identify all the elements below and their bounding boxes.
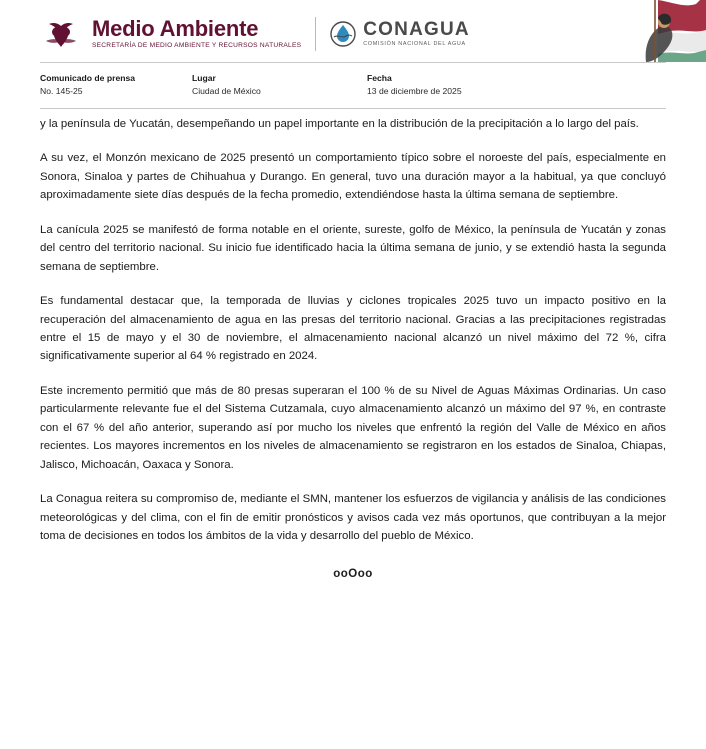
body-paragraph: La canícula 2025 se manifestó de forma notable en el oriente, sureste, golfo de México, la península de Yucatán y zonas del centro del territorio nacional. Su inicio fue identificado hacia la última semana de junio, y se extendió hasta la segunda semana de septiembre. (40, 223, 666, 273)
meta-place-label: Lugar (192, 73, 216, 83)
semarnat-subtitle: SECRETARÍA DE MEDIO AMBIENTE Y RECURSOS NATURALES (92, 42, 302, 50)
logo-divider (315, 17, 316, 51)
end-mark: ooOoo (333, 567, 373, 580)
conagua-title: CONAGUA (363, 19, 470, 41)
meta-place-value: Ciudad de México (192, 85, 261, 96)
conagua-subtitle: COMISIÓN NACIONAL DEL AGUA (363, 41, 466, 48)
meta-place (192, 72, 367, 98)
meta-date-value: 13 de diciembre de 2025 (367, 85, 462, 96)
semarnat-logo (40, 18, 301, 50)
body-paragraph: y la península de Yucatán, desempeñando un papel importante en la distribución de la precipitación a lo largo del país. (40, 117, 639, 130)
meta-release-label: Comunicado de prensa (40, 73, 136, 83)
body-paragraph: La Conagua reitera su compromiso de, mediante el SMN, mantener los esfuerzos de vigilancia y análisis de las condiciones meteorológicas y del clima, con el fin de emitir pronósticos y avisos cada vez más oportunos, que contribuyan a la mejor toma de decisiones en todos los ámbitos de la vida y desarrollo del pueblo de México. (40, 493, 666, 543)
body-paragraph: Es fundamental destacar que, la temporada de lluvias y ciclones tropicales 2025 tuvo un impacto positivo en la recuperación del almacenamiento de agua en las presas del territorio nacional. Gracias a las precipitaciones registradas entre el 15 de mayo y el 30 de noviembre, el almacenamiento nacional alcanzó un nivel máximo del 72 %, cifra significativamente superior al 64 % registrado en 2024. (40, 295, 666, 363)
meta-date-label: Fecha (367, 73, 392, 83)
document-meta (0, 63, 706, 108)
mexican-eagle-seal-icon (40, 19, 82, 49)
meta-release (40, 72, 192, 98)
conagua-text-block (363, 20, 470, 47)
meta-date (367, 72, 547, 98)
conagua-water-drop-icon (330, 21, 356, 47)
body-paragraph: Este incremento permitió que más de 80 presas superaran el 100 % de su Nivel de Aguas Máximas Ordinarias. Un caso particularmente relevante fue el del Sistema Cutzamala, cuyo almacenamiento alcanzó un máximo del 97 %, en contraste con el 67 % del año anterior, superando así por mucho los niveles que enfrentó la región del Valle de México en años recientes. Los mayores incrementos en los niveles de almacenamiento se registraron en los estados de Sinaloa, Chiapas, Jalisco, Michoacán, Oaxaca y Sonora. (40, 384, 666, 471)
document-header (0, 0, 706, 62)
meta-release-value: No. 145-25 (40, 85, 83, 96)
document-body (0, 109, 706, 580)
semarnat-text-block (92, 18, 301, 50)
semarnat-title: Medio Ambiente (92, 16, 259, 42)
conagua-logo (330, 20, 470, 47)
body-paragraph: A su vez, el Monzón mexicano de 2025 presentó un comportamiento típico sobre el noroeste del país, especialmente en Sonora, Sinaloa y partes de Chihuahua y Durango. En general, tuvo una duración mayor a la habitual, ya que concluyó aproximadamente siete días después de la fecha promedio, extendiéndose hasta la última semana de septiembre. (40, 152, 666, 202)
mexican-flag-woman-illustration (588, 0, 706, 62)
